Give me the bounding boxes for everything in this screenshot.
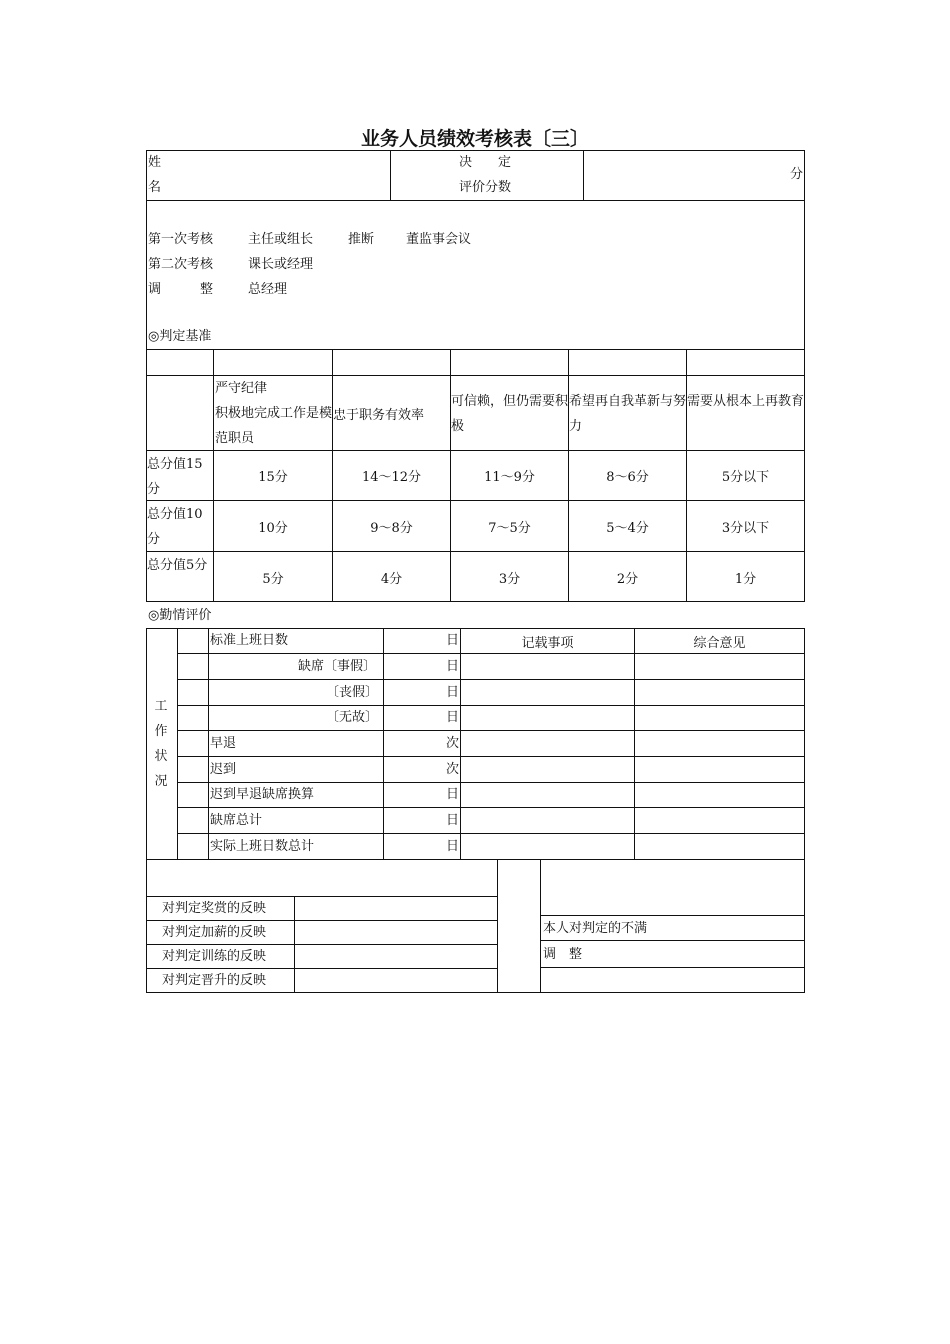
- name-label-2: 名: [148, 180, 162, 195]
- score-row-label: 总分值5分: [147, 558, 208, 573]
- score-cell: 8～6分: [606, 470, 649, 485]
- score-cell: 2分: [616, 571, 639, 587]
- score-row-label: 总分值15分: [147, 457, 203, 497]
- attendance-row-label: 标准上班日数: [210, 633, 289, 648]
- score-cell: 5分以下: [721, 470, 770, 485]
- score-cell: 15分: [258, 470, 288, 485]
- reaction-training-label: 对判定训练的反映: [162, 949, 267, 964]
- col-opinion-header: 综合意见: [693, 635, 746, 651]
- attendance-row-label: 缺席〔事假〕: [298, 659, 377, 674]
- score-cell: 5分: [262, 571, 284, 587]
- criteria-level-5-text: 需要从根本上再教育: [687, 394, 805, 409]
- attendance-row-label: 迟到早退缺席换算: [210, 787, 315, 802]
- criteria-level-2-text: 忠于职务有效率: [333, 407, 425, 423]
- attendance-row-unit: 日: [446, 710, 460, 725]
- criteria-section-label: ◎判定基准: [148, 329, 212, 344]
- score-cell: 14～12分: [361, 470, 422, 485]
- attendance-row-label: 〔丧假〕: [326, 685, 379, 700]
- criteria-level-2: [333, 376, 450, 450]
- work-status-char: 状: [154, 749, 168, 764]
- reaction-raise-label: 对判定加薪的反映: [162, 925, 267, 940]
- criteria-level-4: [569, 389, 686, 439]
- score-row-label: 总分值10分: [147, 507, 203, 547]
- score-cell: 10分: [258, 520, 288, 536]
- score-cell: 9～8分: [370, 520, 413, 536]
- review-adjust-label: 调 整: [148, 282, 214, 297]
- name-label-1: 姓: [148, 155, 162, 170]
- attendance-row-unit: 日: [446, 813, 460, 828]
- attendance-row-unit: 日: [446, 839, 460, 854]
- work-status-char: 工: [154, 699, 168, 714]
- review-first-board: 董监事会议: [406, 232, 472, 247]
- score-cell: 1分: [734, 571, 757, 587]
- criteria-level-5: [687, 389, 804, 414]
- criteria-level-1: [215, 376, 333, 451]
- review-second-role: 课长或经理: [248, 257, 314, 272]
- review-adjust-role: 总经理: [248, 282, 288, 297]
- work-status-label: [146, 694, 176, 794]
- review-first-label: 第一次考核: [148, 232, 214, 247]
- work-status-char: 况: [154, 774, 168, 789]
- adjust-label: 调 整: [543, 947, 583, 962]
- criteria-level-3-text: 可信赖，但仍需要积极: [451, 394, 569, 434]
- attendance-row-unit: 日: [446, 659, 460, 674]
- reaction-reward-label: 对判定奖赏的反映: [162, 901, 267, 916]
- work-status-char: 作: [154, 724, 168, 739]
- attendance-row-unit: 日: [446, 685, 460, 700]
- score-cell: 5～4分: [606, 520, 649, 536]
- attendance-row-unit: 日: [446, 787, 460, 802]
- criteria-level-4-text: 希望再自我革新与努力: [569, 394, 687, 434]
- score-cell: 7～5分: [488, 520, 531, 536]
- dissatisfaction-label: 本人对判定的不满: [543, 921, 648, 936]
- review-first-judge: 推断: [348, 232, 375, 247]
- attendance-row-unit: 次: [446, 762, 460, 777]
- col-record-header: 记载事项: [521, 635, 574, 651]
- decision-label: 决 定: [459, 155, 512, 170]
- review-box: [146, 200, 805, 350]
- attendance-row-label: 实际上班日数总计: [210, 839, 315, 854]
- attendance-row-label: 〔无故〕: [326, 710, 379, 725]
- attendance-row-label: 迟到: [210, 762, 237, 777]
- attendance-row-label: 早退: [210, 736, 237, 751]
- score-cell: 4分: [380, 571, 403, 587]
- score-label: 评价分数: [459, 180, 512, 195]
- page-title: 业务人员绩效考核表〔三〕: [360, 128, 589, 150]
- score-cell: 3分以下: [721, 520, 770, 536]
- criteria-level-1-text: 严守纪律 积极地完成工作是模范职员: [215, 381, 333, 446]
- attendance-section-label: ◎勤情评价: [148, 608, 212, 623]
- attendance-row-unit: 次: [446, 736, 460, 751]
- review-first-role: 主任或组长: [248, 232, 314, 247]
- attendance-row-label: 缺席总计: [210, 813, 263, 828]
- review-second-label: 第二次考核: [148, 257, 214, 272]
- attendance-row-unit: 日: [446, 633, 460, 648]
- score-cell: 11～9分: [484, 470, 535, 485]
- score-unit: 分: [790, 167, 804, 182]
- score-cell: 3分: [498, 571, 521, 587]
- criteria-level-3: [451, 389, 568, 439]
- reaction-promotion-label: 对判定晋升的反映: [162, 973, 267, 988]
